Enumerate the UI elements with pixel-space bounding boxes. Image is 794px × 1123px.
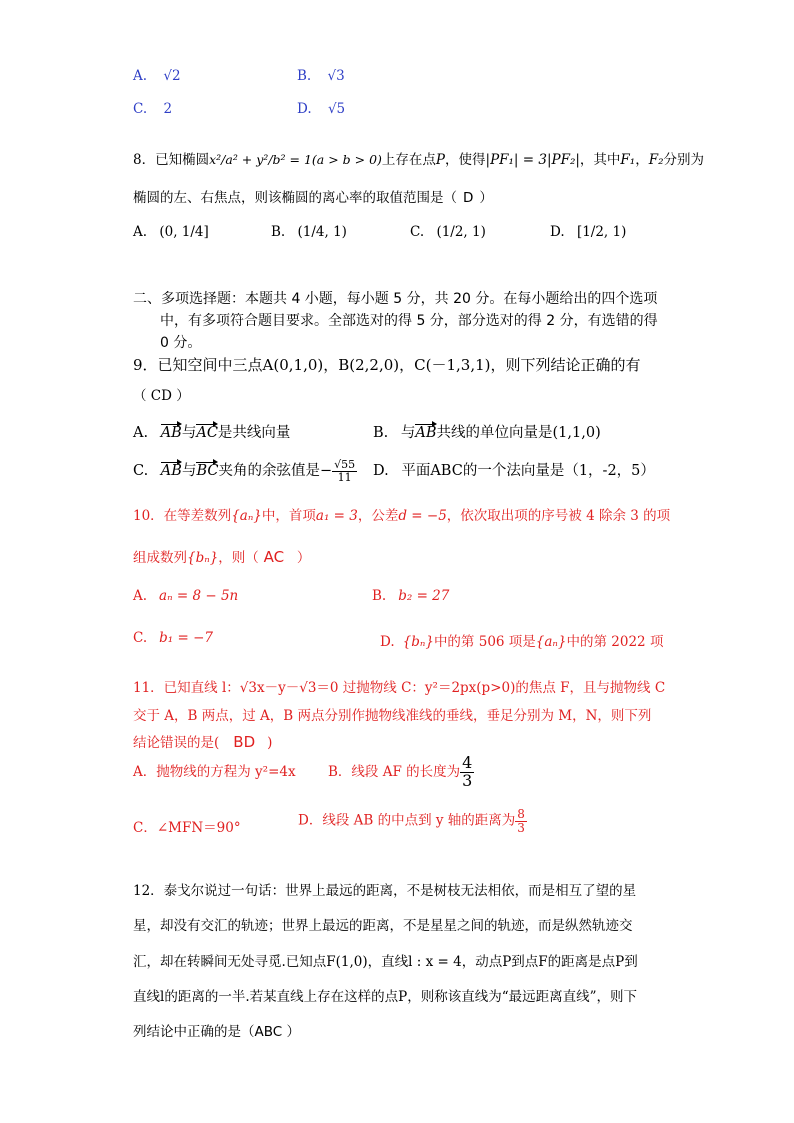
q10-text-3: ，公差 [357,508,399,524]
q8-close: ） [479,190,493,206]
option-value: b₁ = −7 [159,630,213,646]
q9-c-fraction [332,459,357,483]
option-letter: C. [133,463,149,480]
q9-stem: 9．已知空间中三点A(0,1,0)，B(2,2,0)，C(－1,3,1)，则下列结论正确的有 [133,356,641,374]
vector-ab: AB [160,463,182,480]
q10-text-1: 10．在等差数列 [133,508,232,524]
q12-line5 [133,1020,300,1040]
fraction-numerator: 8 [517,807,525,821]
q10-seq-a: {aₙ} [231,508,262,524]
option-value: 2 [163,101,173,117]
option-letter: B. [373,425,389,441]
q10-option-d [380,630,663,650]
fraction-numerator: √55 [334,458,356,471]
q11-d-text: D．线段 AB 的中点到 y 轴的距离为 [298,812,516,829]
q11-close: ) [267,735,273,751]
q12-line5-text: 列结论中正确的是（ [133,1024,255,1040]
q10-line2-post: ，则（ [218,550,259,566]
q8-ellipse: x²/a² + y²/b² = 1(a > b > 0) [209,152,382,167]
option-letter: B. [271,224,286,240]
q12-line2: 星，却没有交汇的轨迹；世界上最远的距离，不是星星之间的轨迹，而是纵然轨迹交 [133,918,633,934]
q9-c-text: 夹角的余弦值是− [218,463,333,480]
option-letter: D. [373,463,389,479]
option-letter: C. [410,224,425,240]
q9-c-mid: 与 [181,463,197,480]
option-letter: B. [372,588,387,604]
q8-comma: ， [635,152,649,168]
q10-d-mid: 中的第 506 项是 [433,634,536,650]
q10-d-post: 中的第 2022 项 [566,634,664,650]
q9-answer: （ CD ） [133,388,190,404]
q11-option-b [328,755,474,790]
option-value: (1/2, 1) [436,224,486,240]
q9-option-d [373,459,655,480]
fraction-numerator: 4 [462,753,473,772]
q10-seq-b: {bₙ} [187,550,219,566]
q9-option-a [133,421,290,442]
option-letter: A. [133,224,148,240]
q11-b-text: B．线段 AF 的长度为 [328,763,461,780]
fraction-denominator: 3 [462,770,473,790]
option-value: √3 [327,68,345,84]
option-letter: A. [133,425,149,441]
q9-option-b [373,421,601,442]
q8-line2-text: 椭圆的左、右焦点，则该椭圆的离心率的取值范围是（ [133,190,457,206]
q8-f1: F₁ [620,152,636,168]
q8-text-a: 上存在点 [381,152,436,168]
q8-line2 [133,186,493,206]
q10-text-4: ，依次取出项的序号被 4 除余 3 的项 [446,508,671,524]
q8-option-a [133,224,209,240]
option-value: (1/4, 1) [297,224,347,240]
q7-option-d [297,101,345,117]
section2-line2: 中，有多项符合题目要求。全部选对的得 5 分，部分选对的得 2 分，有选错的得 [160,313,658,329]
q12-close: ） [282,1024,300,1040]
q10-line2-pre: 组成数列 [133,550,187,566]
q9-b-pre: 与 [400,425,416,441]
q12-answer: ABC [254,1024,283,1040]
option-value: (0, 1/4] [159,224,209,240]
q7-option-c [133,101,172,117]
q8-answer: D [463,190,474,206]
q8-text-c: ，其中 [579,152,621,168]
option-value: √5 [327,101,346,117]
option-letter: C. [133,101,148,117]
vector-ab: AB [160,425,182,441]
q10-answer: AC [258,548,289,566]
q8-text-b: ，使得 [445,152,486,168]
option-letter: A. [133,588,148,604]
q11-option-c: C．∠MFN＝90° [133,820,241,836]
option-value: √2 [163,68,181,84]
option-letter: C. [133,630,148,646]
q8-text-d: 分别为 [663,152,704,168]
q11-d-fraction [515,808,527,834]
q11-line3-text: 结论错误的是( [133,735,220,751]
fraction-denominator: 3 [517,820,525,835]
q8-condition: |PF₁| = 3|PF₂| [485,152,580,168]
q10-difference: d = −5 [398,508,447,524]
option-value: aₙ = 8 − 5n [159,588,239,604]
q8-stem [133,148,704,168]
q8-option-d [550,224,626,240]
option-letter: D. [380,634,395,650]
section2-line1: 二、多项选择题：本题共 4 小题，每小题 5 分，共 20 分。在每小题给出的四个选项 [133,291,658,307]
vector-bc: BC [196,463,219,480]
q10-d-seq-a: {aₙ} [535,634,567,650]
q12-line4: 直线l的距离的一半.若某直线上存在这样的点P，则称该直线为“最远距离直线”，则下 [133,989,637,1005]
q10-text-2: 中，首项 [261,508,316,524]
vector-ac: AC [196,425,218,441]
q7-option-b [297,68,345,84]
q8-option-b [271,224,347,240]
q10-close: ） [296,550,311,566]
q9-b-text: 共线的单位向量是(1,1,0) [436,425,601,441]
q10-option-b [372,588,449,604]
q8-option-c [410,224,486,240]
q11-b-fraction [460,755,474,790]
q10-first-term: a₁ = 3 [315,508,358,524]
q11-option-d [298,808,527,834]
q9-option-c [133,459,357,483]
option-value: b₂ = 27 [398,588,450,604]
q10-d-seq-b: {bₙ} [402,634,434,650]
q10-stem [133,504,670,524]
q12-line3: 汇，却在转瞬间无处寻觅.已知点F(1,0)，直线l : x = 4，动点P到点F的距离是点P到 [133,954,638,970]
option-letter: B. [297,68,312,84]
q10-option-a [133,588,238,604]
vector-ab: AB [415,425,437,441]
q8-point-p: P [435,152,446,168]
q10-option-c [133,630,213,646]
q8-f2: F₂ [648,152,664,168]
section2-line3: 0 分。 [160,335,202,351]
q11-answer: BD [233,733,256,751]
fraction-denominator: 11 [337,470,352,484]
q11-line1: 11．已知直线 l：√3x－y－√3＝0 过抛物线 C：y²＝2px(p>0)的焦点 F，且与抛物线 C [133,680,666,696]
q11-line2: 交于 A，B 两点，过 A，B 两点分别作抛物线准线的垂线，垂足分别为 M，N，则下列 [133,708,652,724]
q7-option-a [133,68,181,84]
option-letter: D. [550,224,565,240]
q12-line1: 12．泰戈尔说过一句话：世界上最远的距离，不是树枝无法相依，而是相互了望的星 [133,883,637,899]
option-letter: D. [297,101,312,117]
q9-a-mid: 与 [181,425,197,441]
q8-number: 8．已知椭圆 [133,152,210,168]
option-value: [1/2, 1) [576,224,627,240]
option-letter: A. [133,68,148,84]
q11-line3 [133,731,272,751]
q10-line2 [133,546,310,566]
q9-a-text: 是共线向量 [217,425,291,441]
q9-d-text: 平面ABC的一个法向量是（1，-2，5） [401,463,655,479]
q11-option-a: A．抛物线的方程为 y²=4x [133,764,296,780]
